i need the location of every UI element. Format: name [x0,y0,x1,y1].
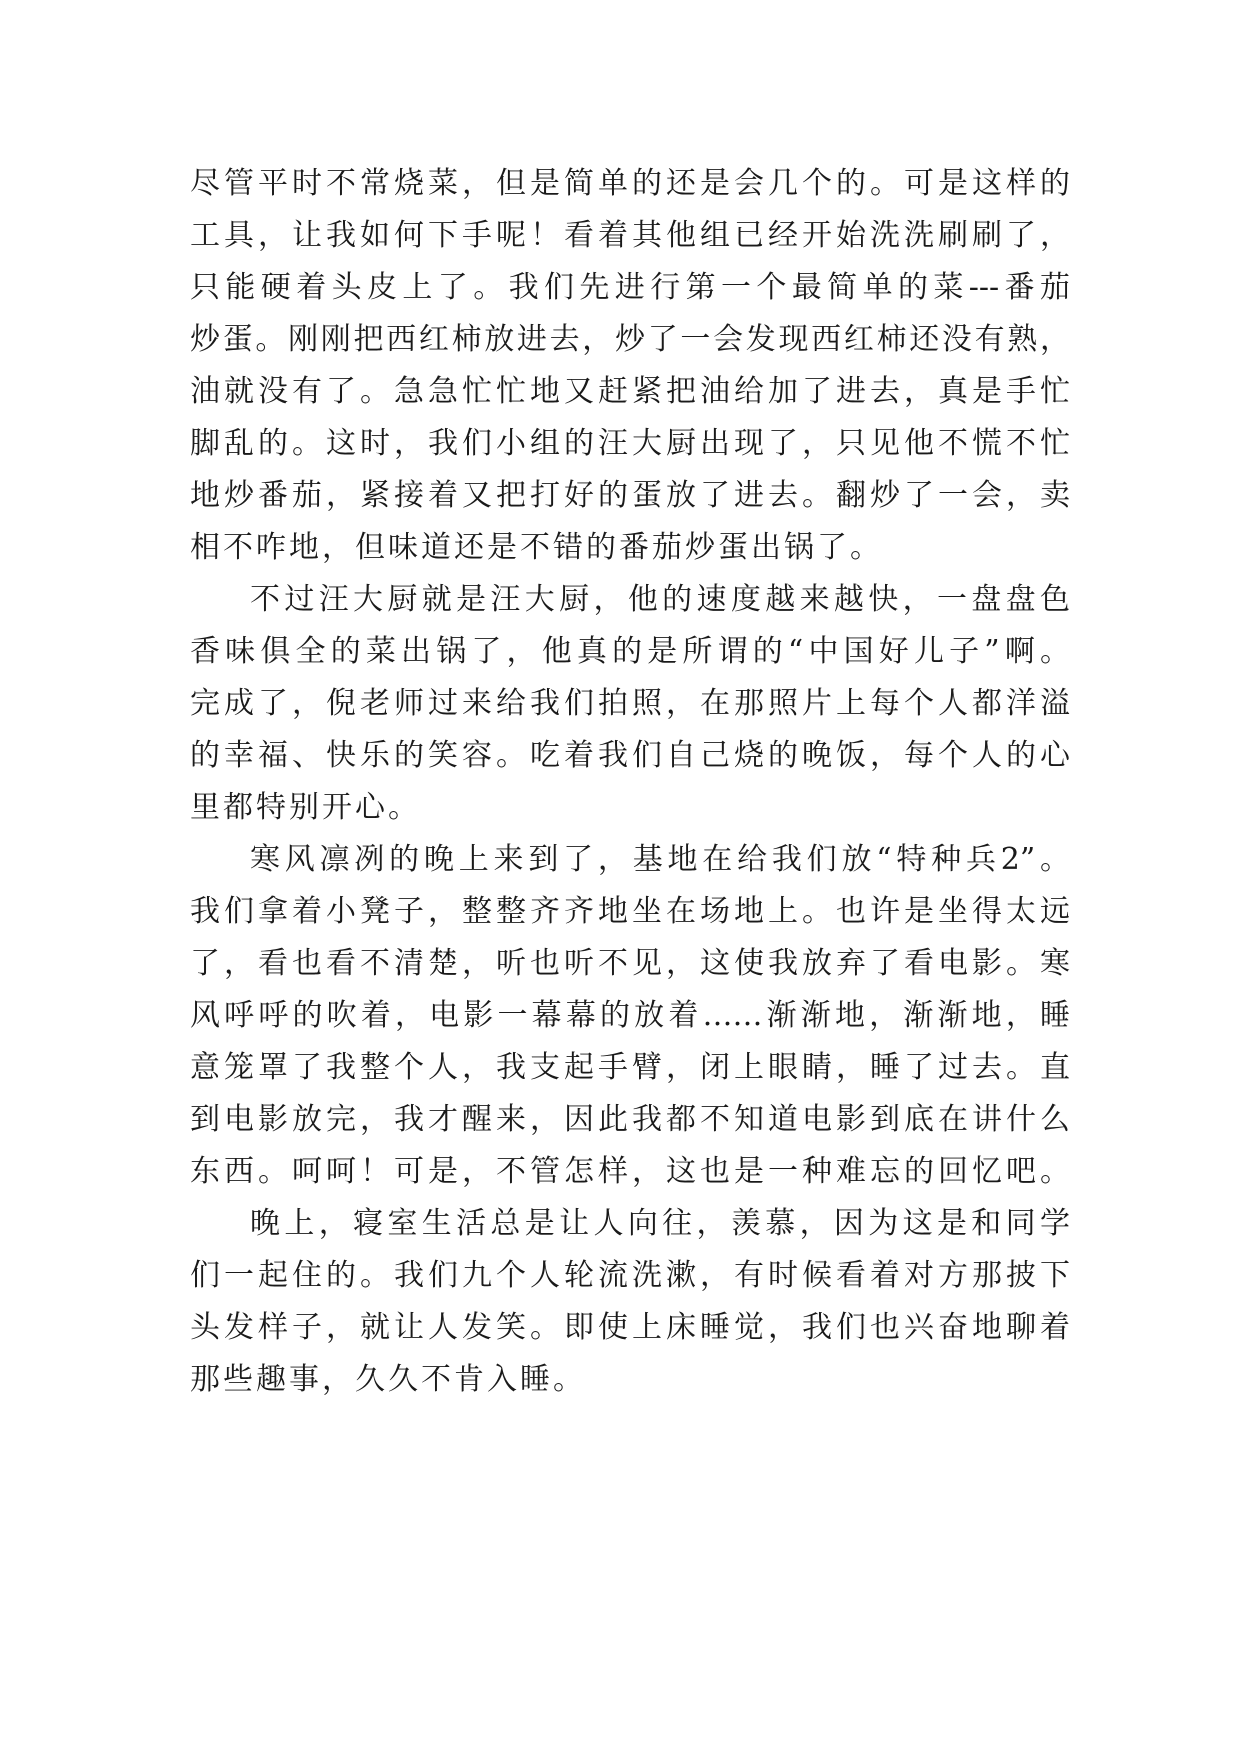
paragraph-2 [190,574,1070,834]
text-line: 晚上，寝室生活总是让人向往，羡慕，因为这是和同学 [250,1206,1070,1241]
text-line: 到电影放完，我才醒来，因此我都不知道电影到底在讲什么 [190,1102,1070,1137]
text-line: 里都特别开心。 [190,790,421,825]
text-line: 油就没有了。急急忙忙地又赶紧把油给加了进去，真是手忙 [190,374,1070,409]
paragraph-3 [190,834,1070,1198]
document-body [190,158,1070,1406]
text-line: 寒风凛冽的晚上来到了，基地在给我们放“特种兵2”。 [250,842,1070,877]
text-line: 风呼呼的吹着，电影一幕幕的放着……渐渐地，渐渐地，睡 [190,998,1070,1033]
text-line: 头发样子，就让人发笑。即使上床睡觉，我们也兴奋地聊着 [190,1310,1070,1345]
text-line: 们一起住的。我们九个人轮流洗漱，有时候看着对方那披下 [190,1258,1070,1293]
text-line: 工具，让我如何下手呢！看着其他组已经开始洗洗刷刷了， [190,218,1070,253]
text-line: 完成了，倪老师过来给我们拍照，在那照片上每个人都洋溢 [190,686,1070,721]
text-line: 相不咋地，但味道还是不错的番茄炒蛋出锅了。 [190,530,883,565]
text-line: 那些趣事，久久不肯入睡。 [190,1362,586,1397]
text-line: 我们拿着小凳子，整整齐齐地坐在场地上。也许是坐得太远 [190,894,1070,929]
text-line: 不过汪大厨就是汪大厨，他的速度越来越快，一盘盘色 [250,582,1070,617]
text-line: 香味俱全的菜出锅了，他真的是所谓的“中国好儿子”啊。 [190,634,1070,669]
text-line: 炒蛋。刚刚把西红柿放进去，炒了一会发现西红柿还没有熟， [190,322,1070,357]
text-line: 尽管平时不常烧菜，但是简单的还是会几个的。可是这样的 [190,166,1070,201]
text-line: 意笼罩了我整个人，我支起手臂，闭上眼睛，睡了过去。直 [190,1050,1070,1085]
paragraph-1 [190,158,1070,574]
text-line: 了，看也看不清楚，听也听不见，这使我放弃了看电影。寒 [190,946,1070,981]
paragraph-4 [190,1198,1070,1406]
text-line: 东西。呵呵！可是，不管怎样，这也是一种难忘的回忆吧。 [190,1154,1070,1189]
text-line: 地炒番茄，紧接着又把打好的蛋放了进去。翻炒了一会，卖 [190,478,1070,513]
text-line: 只能硬着头皮上了。我们先进行第一个最简单的菜---番茄 [190,270,1070,305]
text-line: 脚乱的。这时，我们小组的汪大厨出现了，只见他不慌不忙 [190,426,1070,461]
text-line: 的幸福、快乐的笑容。吃着我们自己烧的晚饭，每个人的心 [190,738,1070,773]
